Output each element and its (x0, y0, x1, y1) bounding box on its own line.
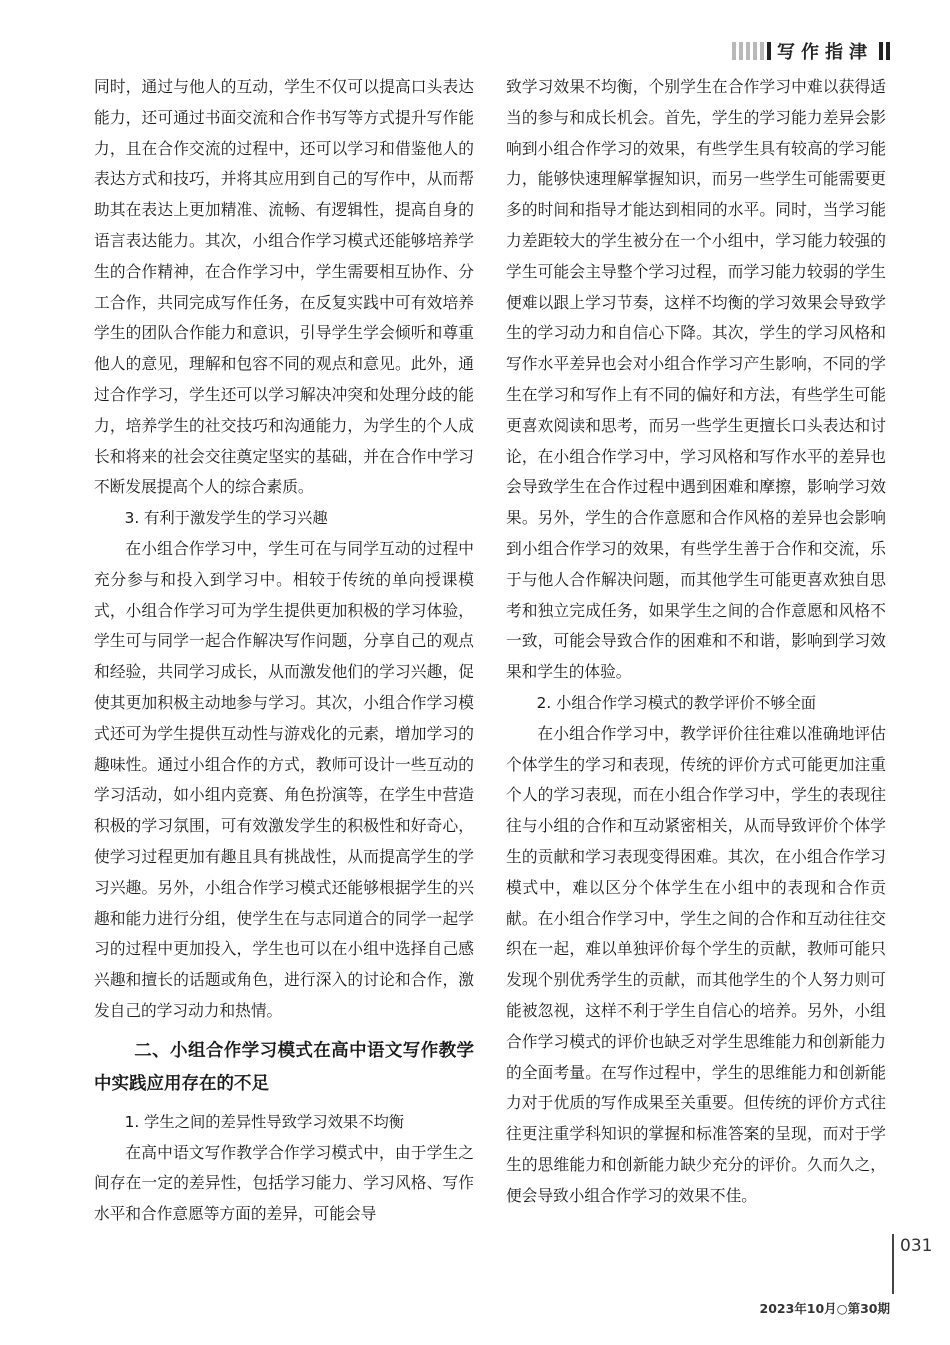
paragraph: 同时，通过与他人的互动，学生不仅可以提高口头表达能力，还可通过书面交流和合作书写等方式提升写作能力，且在合作交流的过程中，还可以学习和借鉴他人的表达方式和技巧，并将其应用到自己的写作中，从而帮助其在表达上更加精准、流畅、有逻辑性，提高自身的语言表达能力。其次，小组合作学习模式还能够培养学生的合作精神，在合作学习中，学生需要相互协作、分工合作，共同完成写作任务，在反复实践中可有效培养学生的团队合作能力和意识，引导学生学会倾听和尊重他人的意见，理解和包容不同的观点和意见。此外，通过合作学习，学生还可以学习解决冲突和处理分歧的能力，培养学生的社交技巧和沟通能力，为学生的个人成长和将来的社会交往奠定坚实的基础，并在合作中学习不断发展提高个人的综合素质。 (94, 77, 474, 497)
paragraph: 致学习效果不均衡，个别学生在合作学习中难以获得适当的参与和成长机会。首先，学生的学习能力差异会影响到小组合作学习的效果，有些学生具有较高的学习能力，能够快速理解掌握知识，而另一些学生可能需要更多的时间和指导才能达到相同的水平。同时，当学习能力差距较大的学生被分在一个小组中，学习能力较强的学生可能会主导整个学习过程，而学习能力较弱的学生便难以跟上学习节奏，这样不均衡的学习效果会导致学生的学习动力和自信心下降。其次，学生的学习风格和写作水平差异也会对小组合作学习产生影响，不同的学生在学习和写作上有不同的偏好和方法，有些学生可能更喜欢阅读和思考，而另一些学生更擅长口头表达和讨论，在小组合作学习中，学习风格和写作水平的差异也会导致学生在合作过程中遇到困难和摩擦，影响学习效果。另外，学生的合作意愿和合作风格的差异也会影响到小组合作学习的效果，有些学生善于合作和交流，乐于与他人合作解决问题，而其他学生可能更喜欢独自思考和独立完成任务，如果学生之间的合作意愿和风格不一致，可能会导致合作的困难和不和谐，影响到学习效果和学生的体验。 (506, 77, 886, 682)
running-header (732, 38, 890, 64)
page-number-rule (892, 1234, 894, 1294)
paragraph: 在高中语文写作教学合作学习模式中，由于学生之间存在一定的差异性，包括学习能力、学习风格、写作水平和合作意愿等方面的差异，可能会导 (94, 1142, 474, 1224)
header-decoration-left (732, 42, 771, 60)
subheading: 1. 学生之间的差异性导致学习效果不均衡 (124, 1112, 405, 1131)
issue-label: 2023年10月○第30期 (759, 1301, 890, 1316)
header-decoration-right (879, 42, 890, 60)
section-heading: 二、小组合作学习模式在高中语文写作教学中实践应用存在的不足 (94, 1040, 474, 1094)
subheading: 2. 小组合作学习模式的教学评价不够全面 (536, 693, 817, 712)
right-column (506, 72, 886, 1211)
paragraph: 在小组合作学习中，教学评价往往难以准确地评估个体学生的学习和表现，传统的评价方式可能更加注重个人的学习表现，而在小组合作学习中，学生的表现往往与小组的合作和互动紧密相关，从而导致评价个体学生的贡献和学习表现变得困难。其次，在小组合作学习模式中，难以区分个体学生在小组中的表现和合作贡献。在小组合作学习中，学生之间的合作和互动往往交织在一起，难以单独评价每个学生的贡献，教师可能只发现个别优秀学生的贡献，而其他学生的个人努力则可能被忽视，这样不利于学生自信心的培养。另外，小组合作学习模式的评价也缺乏对学生思维能力和创新能力的全面考量。在写作过程中，学生的思维能力和创新能力对于优质的写作成果至关重要。但传统的评价方式往往更注重学科知识的掌握和标准答案的呈现，而对于学生的思维能力和创新能力缺少充分的评价。久而久之，便会导致小组合作学习的效果不佳。 (506, 723, 886, 1205)
left-column (94, 72, 474, 1230)
subheading: 3. 有利于激发学生的学习兴趣 (124, 509, 328, 528)
section-title: 写作指津 (777, 42, 873, 63)
paragraph: 在小组合作学习中，学生可在与同学互动的过程中充分参与和投入到学习中。相较于传统的单向授课模式，小组合作学习可为学生提供更加积极的学习体验，学生可与同学一起合作解决写作问题，分享自己的观点和经验，共同学习成长，从而激发他们的学习兴趣，促使其更加积极主动地参与学习。其次，小组合作学习模式还可为学生提供互动性与游戏化的元素，增加学习的趣味性。通过小组合作的方式，教师可设计一些互动的学习活动，如小组内竞赛、角色扮演等，在学生中营造积极的学习氛围，可有效激发学生的积极性和好奇心，使学习过程更加有趣且具有挑战性，从而提高学生的学习兴趣。另外，小组合作学习模式还能够根据学生的兴趣和能力进行分组，使学生在与志同道合的同学一起学习的过程中更加投入，学生也可以在小组中选择自己感兴趣和擅长的话题或角色，进行深入的讨论和合作，激发自己的学习动力和热情。 (94, 538, 474, 1020)
page-number: 031 (900, 1236, 933, 1256)
